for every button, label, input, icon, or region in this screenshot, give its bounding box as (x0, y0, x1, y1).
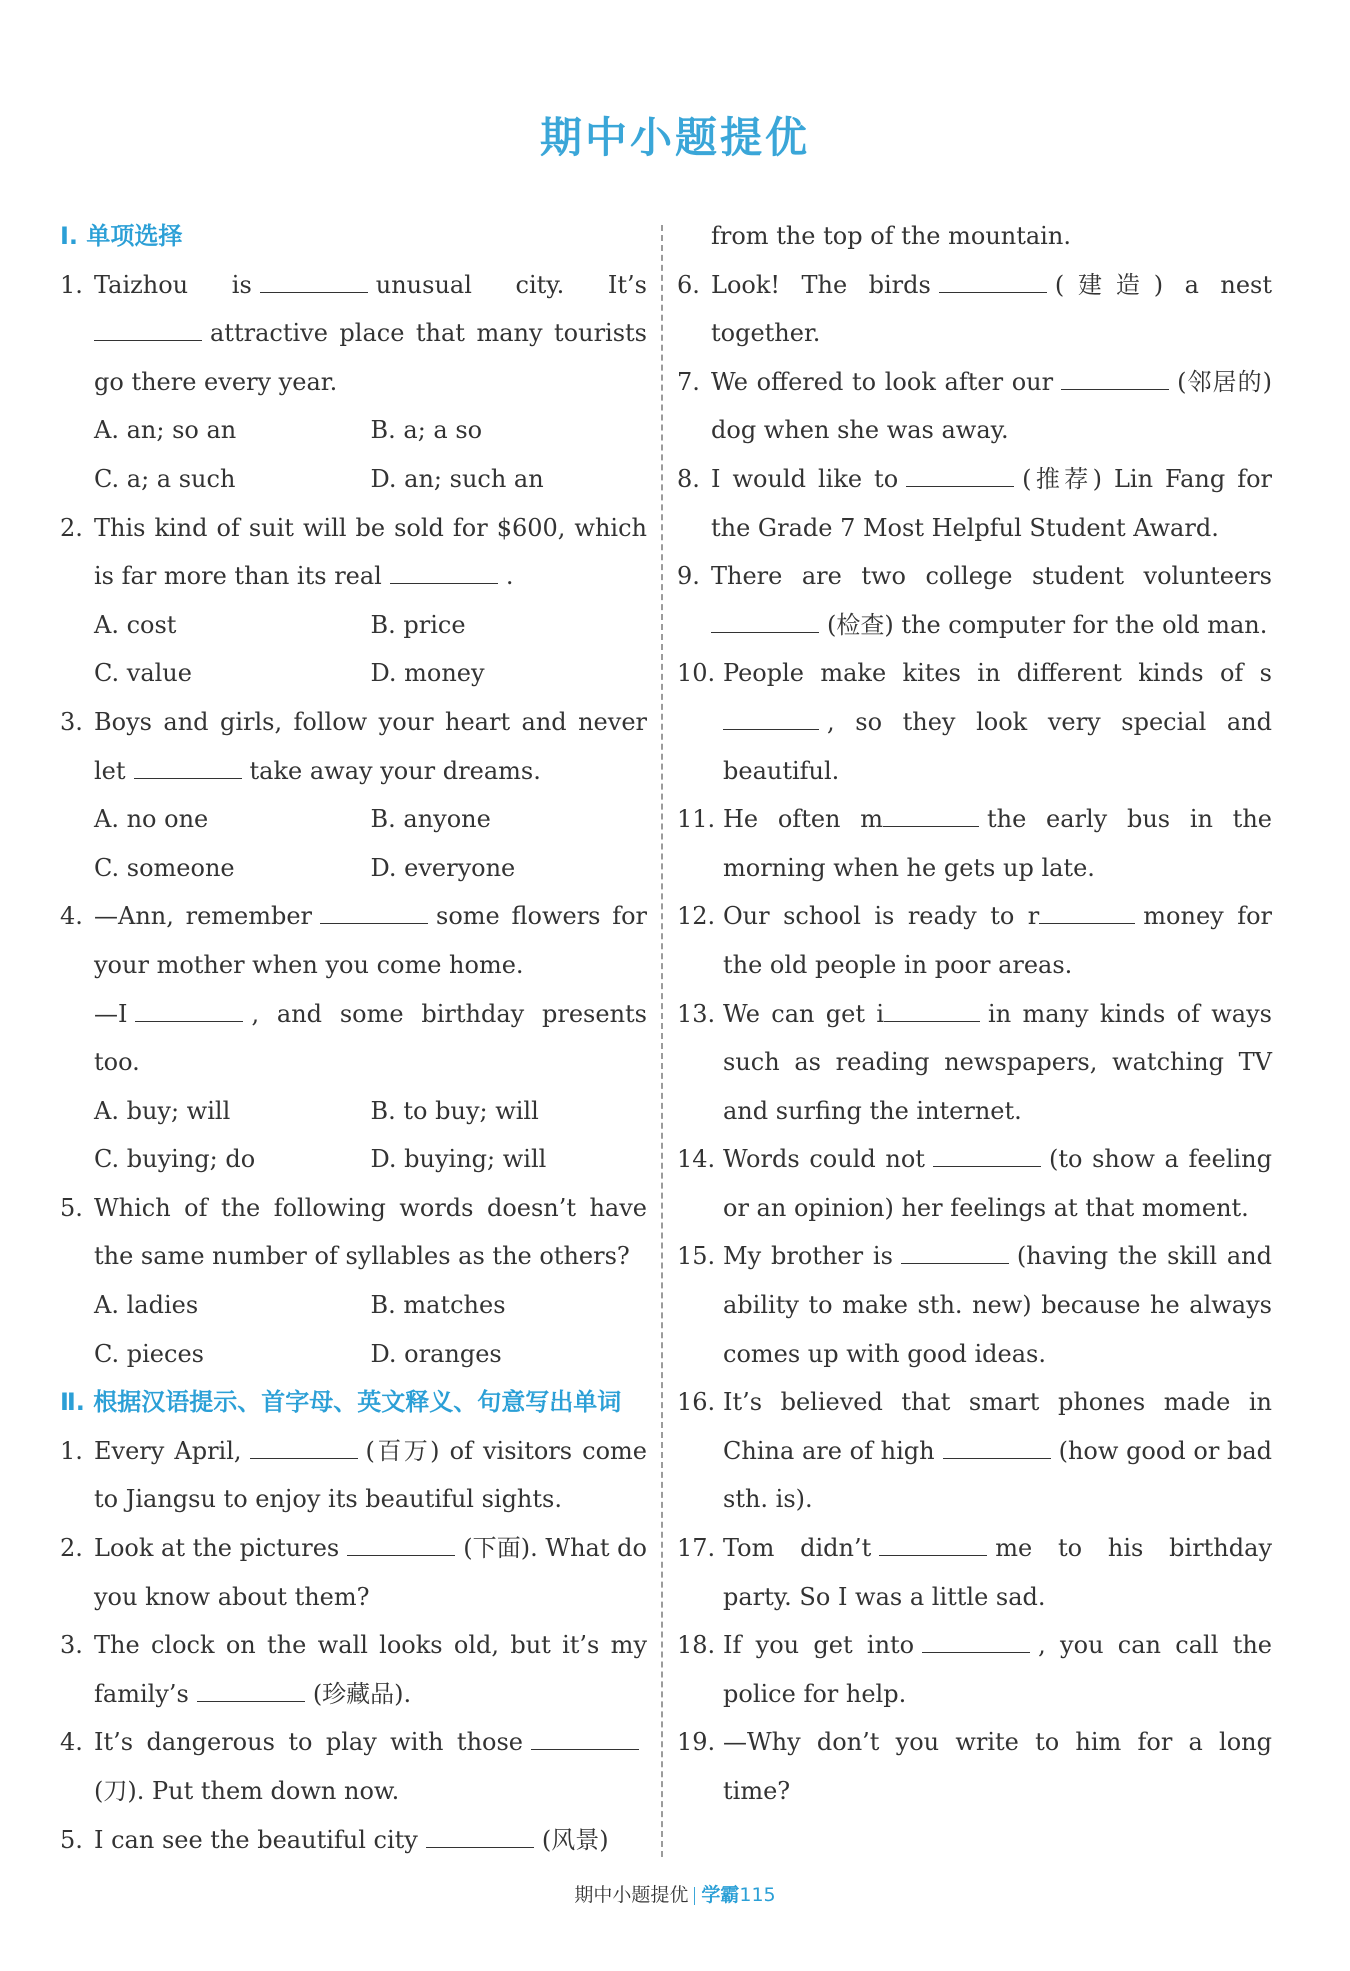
question-text: If you get into (723, 1631, 915, 1660)
answer-blank[interactable] (901, 1262, 1009, 1264)
question-text: We offered to look after our (711, 367, 1054, 396)
question-text: Boys and girls, follow your heart and never let (94, 707, 647, 785)
answer-blank[interactable] (134, 777, 242, 779)
option[interactable]: B. a; a so (370, 416, 483, 445)
answer-blank[interactable] (390, 582, 498, 584)
option[interactable]: A. ladies (94, 1291, 199, 1320)
fill-question-13 (677, 990, 1272, 1136)
question-text: —Ann, remember (94, 902, 313, 931)
option[interactable]: D. oranges (370, 1339, 502, 1368)
fill-question-2 (60, 1524, 647, 1621)
fill-question-11 (677, 795, 1272, 892)
answer-blank[interactable] (1039, 922, 1135, 924)
answer-blank[interactable] (884, 1020, 980, 1022)
question-text: This kind of suit will be sold for $600, which is far more than its real (94, 513, 647, 591)
right-column (677, 212, 1272, 1816)
question-number: 12. (677, 902, 716, 931)
question-number: 8. (677, 464, 700, 493)
fill-question-6 (677, 261, 1272, 358)
option[interactable]: D. an; such an (370, 464, 544, 493)
question-number: 9. (677, 562, 700, 591)
answer-blank[interactable] (260, 291, 368, 293)
fill-question-10 (677, 649, 1272, 795)
question-text: Words could not (723, 1145, 925, 1174)
question-text: take away your dreams. (249, 756, 541, 785)
question-text: He often m (723, 805, 883, 834)
question-number: 4. (60, 1728, 83, 1757)
fill-question-3 (60, 1621, 647, 1718)
question-text: (建造) a nest together. (711, 270, 1272, 348)
options-row (60, 649, 647, 698)
option[interactable]: A. no one (94, 805, 209, 834)
question-text: from the top of the mountain. (711, 222, 1071, 250)
options-row (60, 1330, 647, 1379)
option[interactable]: C. value (94, 659, 192, 688)
question-number: 13. (677, 999, 716, 1028)
option[interactable]: C. buying; do (94, 1145, 256, 1174)
question-text: Taizhou is (94, 270, 252, 299)
question-4 (60, 892, 647, 989)
question-text: Tom didn’t (723, 1534, 872, 1563)
answer-blank[interactable] (94, 339, 202, 341)
question-text: People make kites in different kinds of s (723, 659, 1272, 688)
option[interactable]: D. buying; will (370, 1145, 547, 1174)
question-text: It’s believed that smart phones made in China are of high (723, 1388, 1272, 1465)
question-text: —Why don’t you write to him for a long time? (723, 1728, 1272, 1805)
answer-blank[interactable] (347, 1554, 455, 1556)
options-row (60, 1087, 647, 1136)
answer-blank[interactable] (723, 728, 819, 730)
question-text: I can see the beautiful city (94, 1825, 418, 1854)
fill-question-8 (677, 455, 1272, 552)
question-text: , so they look very special and beautiful. (723, 707, 1272, 785)
question-number: 17. (677, 1534, 716, 1563)
question-number: 6. (677, 270, 700, 299)
question-text: (百万) of visitors come to Jiangsu to enjoy its beautiful sights. (94, 1436, 648, 1514)
question-text: . (505, 562, 514, 591)
question-number: 5. (60, 1193, 83, 1222)
option[interactable]: A. cost (94, 610, 177, 639)
answer-blank[interactable] (922, 1651, 1030, 1653)
question-text: attractive place that many tourists go there every year. (94, 319, 647, 396)
answer-blank[interactable] (531, 1748, 639, 1750)
footer-brand: 学霸 (701, 1884, 740, 1906)
answer-blank[interactable] (883, 825, 979, 827)
question-2 (60, 504, 647, 601)
question-number: 19. (677, 1728, 716, 1757)
question-number: 4. (60, 902, 83, 931)
fill-question-19 (677, 1718, 1272, 1815)
answer-blank[interactable] (320, 922, 428, 924)
question-text: I would like to (711, 464, 899, 493)
options-row (60, 1281, 647, 1330)
options-row (60, 795, 647, 844)
section-heading-1: Ⅰ. 单项选择 (60, 222, 183, 250)
footer-separator (694, 1887, 695, 1905)
fill-question-5 (60, 1816, 647, 1865)
option[interactable]: A. an; so an (94, 416, 237, 445)
question-number: 14. (677, 1145, 716, 1174)
fill-question-5-continued (677, 212, 1272, 261)
question-number: 18. (677, 1631, 716, 1660)
option[interactable]: A. buy; will (94, 1096, 231, 1125)
question-1 (60, 261, 647, 407)
question-text: —I (94, 999, 128, 1028)
question-text: My brother is (723, 1242, 893, 1271)
question-text: (检查) the computer for the old man. (827, 610, 1268, 639)
section-heading-2: Ⅱ. 根据汉语提示、首字母、英文释义、句意写出单词 (60, 1388, 622, 1417)
question-text: in many kinds of ways such as reading newspapers, watching TV and surfing the internet. (723, 999, 1272, 1125)
question-text: me to his birthday party. So I was a little sad. (723, 1534, 1272, 1611)
option[interactable]: C. pieces (94, 1339, 204, 1368)
question-3 (60, 698, 647, 795)
question-number: 16. (677, 1388, 716, 1417)
footer-label: 期中小题提优 (574, 1884, 689, 1906)
question-number: 11. (677, 805, 716, 834)
answer-blank[interactable] (879, 1554, 987, 1556)
option[interactable]: D. money (370, 659, 485, 688)
page-number: 115 (739, 1884, 776, 1906)
answer-blank[interactable] (933, 1165, 1041, 1167)
question-number: 1. (60, 270, 83, 299)
question-text: Which of the following words doesn’t have the same number of syllables as the others? (94, 1193, 647, 1271)
answer-blank[interactable] (906, 485, 1014, 487)
question-text: (how good or bad sth. is). (723, 1436, 1273, 1514)
question-text: unusual city. It’s (375, 270, 647, 299)
fill-question-16 (677, 1378, 1272, 1524)
fill-question-17 (677, 1524, 1272, 1621)
question-number: 5. (60, 1825, 83, 1854)
answer-blank[interactable] (135, 1020, 243, 1022)
option[interactable]: C. someone (94, 853, 235, 882)
left-column (60, 212, 647, 1864)
fill-question-14 (677, 1135, 1272, 1232)
options-row (60, 601, 647, 650)
option[interactable]: B. price (370, 610, 466, 639)
options-row (60, 406, 647, 455)
question-number: 3. (60, 1631, 83, 1660)
answer-blank[interactable] (197, 1700, 305, 1702)
answer-blank[interactable] (939, 291, 1047, 293)
question-text: (to show a feeling or an opinion) her feelings at that moment. (723, 1145, 1272, 1222)
option[interactable]: B. matches (370, 1291, 506, 1320)
options-row (60, 455, 647, 504)
options-row (60, 844, 647, 893)
fill-question-18 (677, 1621, 1272, 1718)
answer-blank[interactable] (1061, 388, 1169, 390)
question-text: the early bus in the morning when he gets up late. (723, 805, 1272, 882)
question-text: It’s dangerous to play with those (94, 1728, 523, 1757)
question-text: (下面). What do you know about them? (94, 1534, 647, 1611)
answer-blank[interactable] (426, 1846, 534, 1848)
answer-blank[interactable] (711, 631, 819, 633)
question-text: We can get i (723, 999, 885, 1028)
option[interactable]: B. to buy; will (370, 1096, 539, 1125)
question-text: There are two college student volunteers (711, 562, 1272, 591)
fill-question-1 (60, 1427, 647, 1524)
question-text: (having the skill and ability to make sth. new) because he always comes up with good ideas. (723, 1242, 1273, 1368)
question-number: 2. (60, 1534, 83, 1563)
question-number: 10. (677, 659, 716, 688)
question-number: 15. (677, 1242, 716, 1271)
question-text: Look! The birds (711, 270, 931, 299)
column-divider (661, 225, 663, 1857)
question-5 (60, 1184, 647, 1281)
question-text: The clock on the wall looks old, but it’s my family’s (94, 1631, 647, 1708)
question-text: (刀). Put them down now. (94, 1777, 400, 1805)
question-4-reply (60, 990, 647, 1087)
page-footer (0, 1880, 1350, 1907)
option[interactable]: C. a; a such (94, 464, 236, 493)
question-text: (邻居的) dog when she was away. (711, 367, 1272, 445)
question-number: 1. (60, 1436, 83, 1465)
option[interactable]: B. anyone (370, 805, 491, 834)
question-number: 7. (677, 367, 700, 396)
question-number: 3. (60, 707, 83, 736)
answer-blank[interactable] (943, 1457, 1051, 1459)
question-text: some flowers for your mother when you come home. (94, 902, 647, 979)
question-text: money for the old people in poor areas. (723, 902, 1272, 979)
question-text: (风景) (541, 1825, 609, 1854)
page-title: 期中小题提优 (539, 113, 810, 162)
question-text: , and some birthday presents too. (94, 999, 647, 1077)
question-text: (推荐) Lin Fang for the Grade 7 Most Helpful Student Award. (711, 464, 1273, 542)
answer-blank[interactable] (250, 1457, 358, 1459)
question-text: Every April, (94, 1436, 242, 1465)
question-number: 2. (60, 513, 83, 542)
fill-question-7 (677, 358, 1272, 455)
question-text: , you can call the police for help. (723, 1631, 1272, 1708)
options-row (60, 1135, 647, 1184)
question-text: (珍藏品). (312, 1679, 412, 1708)
question-text: Our school is ready to r (723, 902, 1040, 931)
question-text: Look at the pictures (94, 1534, 340, 1563)
fill-question-12 (677, 892, 1272, 989)
option[interactable]: D. everyone (370, 853, 516, 882)
fill-question-4 (60, 1718, 647, 1815)
fill-question-9 (677, 552, 1272, 649)
fill-question-15 (677, 1232, 1272, 1378)
